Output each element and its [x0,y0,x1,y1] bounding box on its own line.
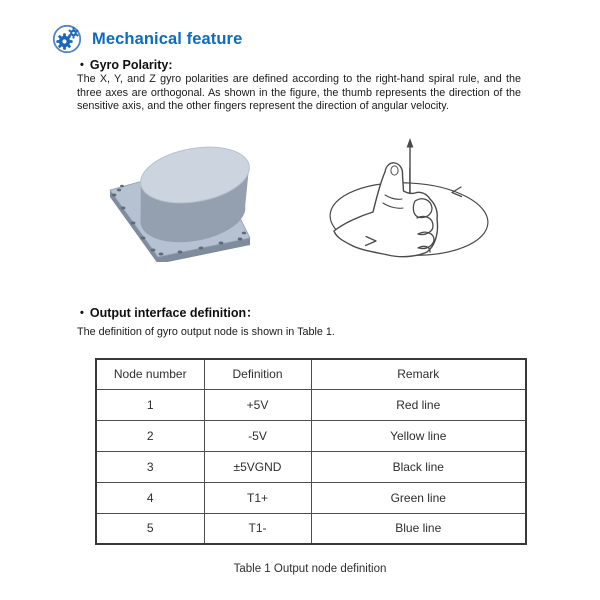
table-cell: 4 [96,482,204,513]
table-cell: 3 [96,451,204,482]
gyro-device-figure [100,138,260,262]
table-cell: Black line [311,451,526,482]
gyro-polarity-heading-label: Gyro Polarity: [89,58,173,72]
table-row [96,451,526,482]
table-cell: Blue line [311,513,526,544]
table-row [96,420,526,451]
table-row [96,513,526,544]
table-cell: T1- [204,513,311,544]
table-header-definition: Definition [204,359,311,389]
page-title: Mechanical feature [92,29,243,48]
table-cell: Red line [311,389,526,420]
table-cell: Yellow line [311,420,526,451]
right-hand-rule-figure [318,138,508,263]
table-row [96,482,526,513]
section-header [52,24,242,54]
bullet-icon: • [80,59,84,71]
table-row [96,389,526,420]
table-cell: Green line [311,482,526,513]
table-header-row [96,359,526,389]
gears-icon [52,24,82,54]
table-cell: T1+ [204,482,311,513]
gyro-polarity-heading [80,58,173,72]
output-node-table [95,358,527,545]
table-cell: +5V [204,389,311,420]
table-cell: -5V [204,420,311,451]
bullet-icon: • [80,307,84,319]
table-header-node-number: Node number [96,359,204,389]
output-interface-paragraph: The definition of gyro output node is shown in Table 1. [77,326,335,338]
output-interface-heading-label: Output interface definition： [89,306,259,320]
gyro-polarity-paragraph: The X, Y, and Z gyro polarities are defined according to the right-hand spiral rule, and the three axes are orthogonal. As shown in the figure, the thumb represents the direction of the sensitive axis, and the other fingers represent the direction of angular velocity. [77,73,521,113]
hand-drawing [334,163,438,257]
table-cell: 1 [96,389,204,420]
table-cell: ±5VGND [204,451,311,482]
table-cell: 2 [96,420,204,451]
table-header-remark: Remark [311,359,526,389]
output-interface-heading [80,303,259,321]
table-cell: 5 [96,513,204,544]
table-caption: Table 1 Output node definition [233,563,387,575]
